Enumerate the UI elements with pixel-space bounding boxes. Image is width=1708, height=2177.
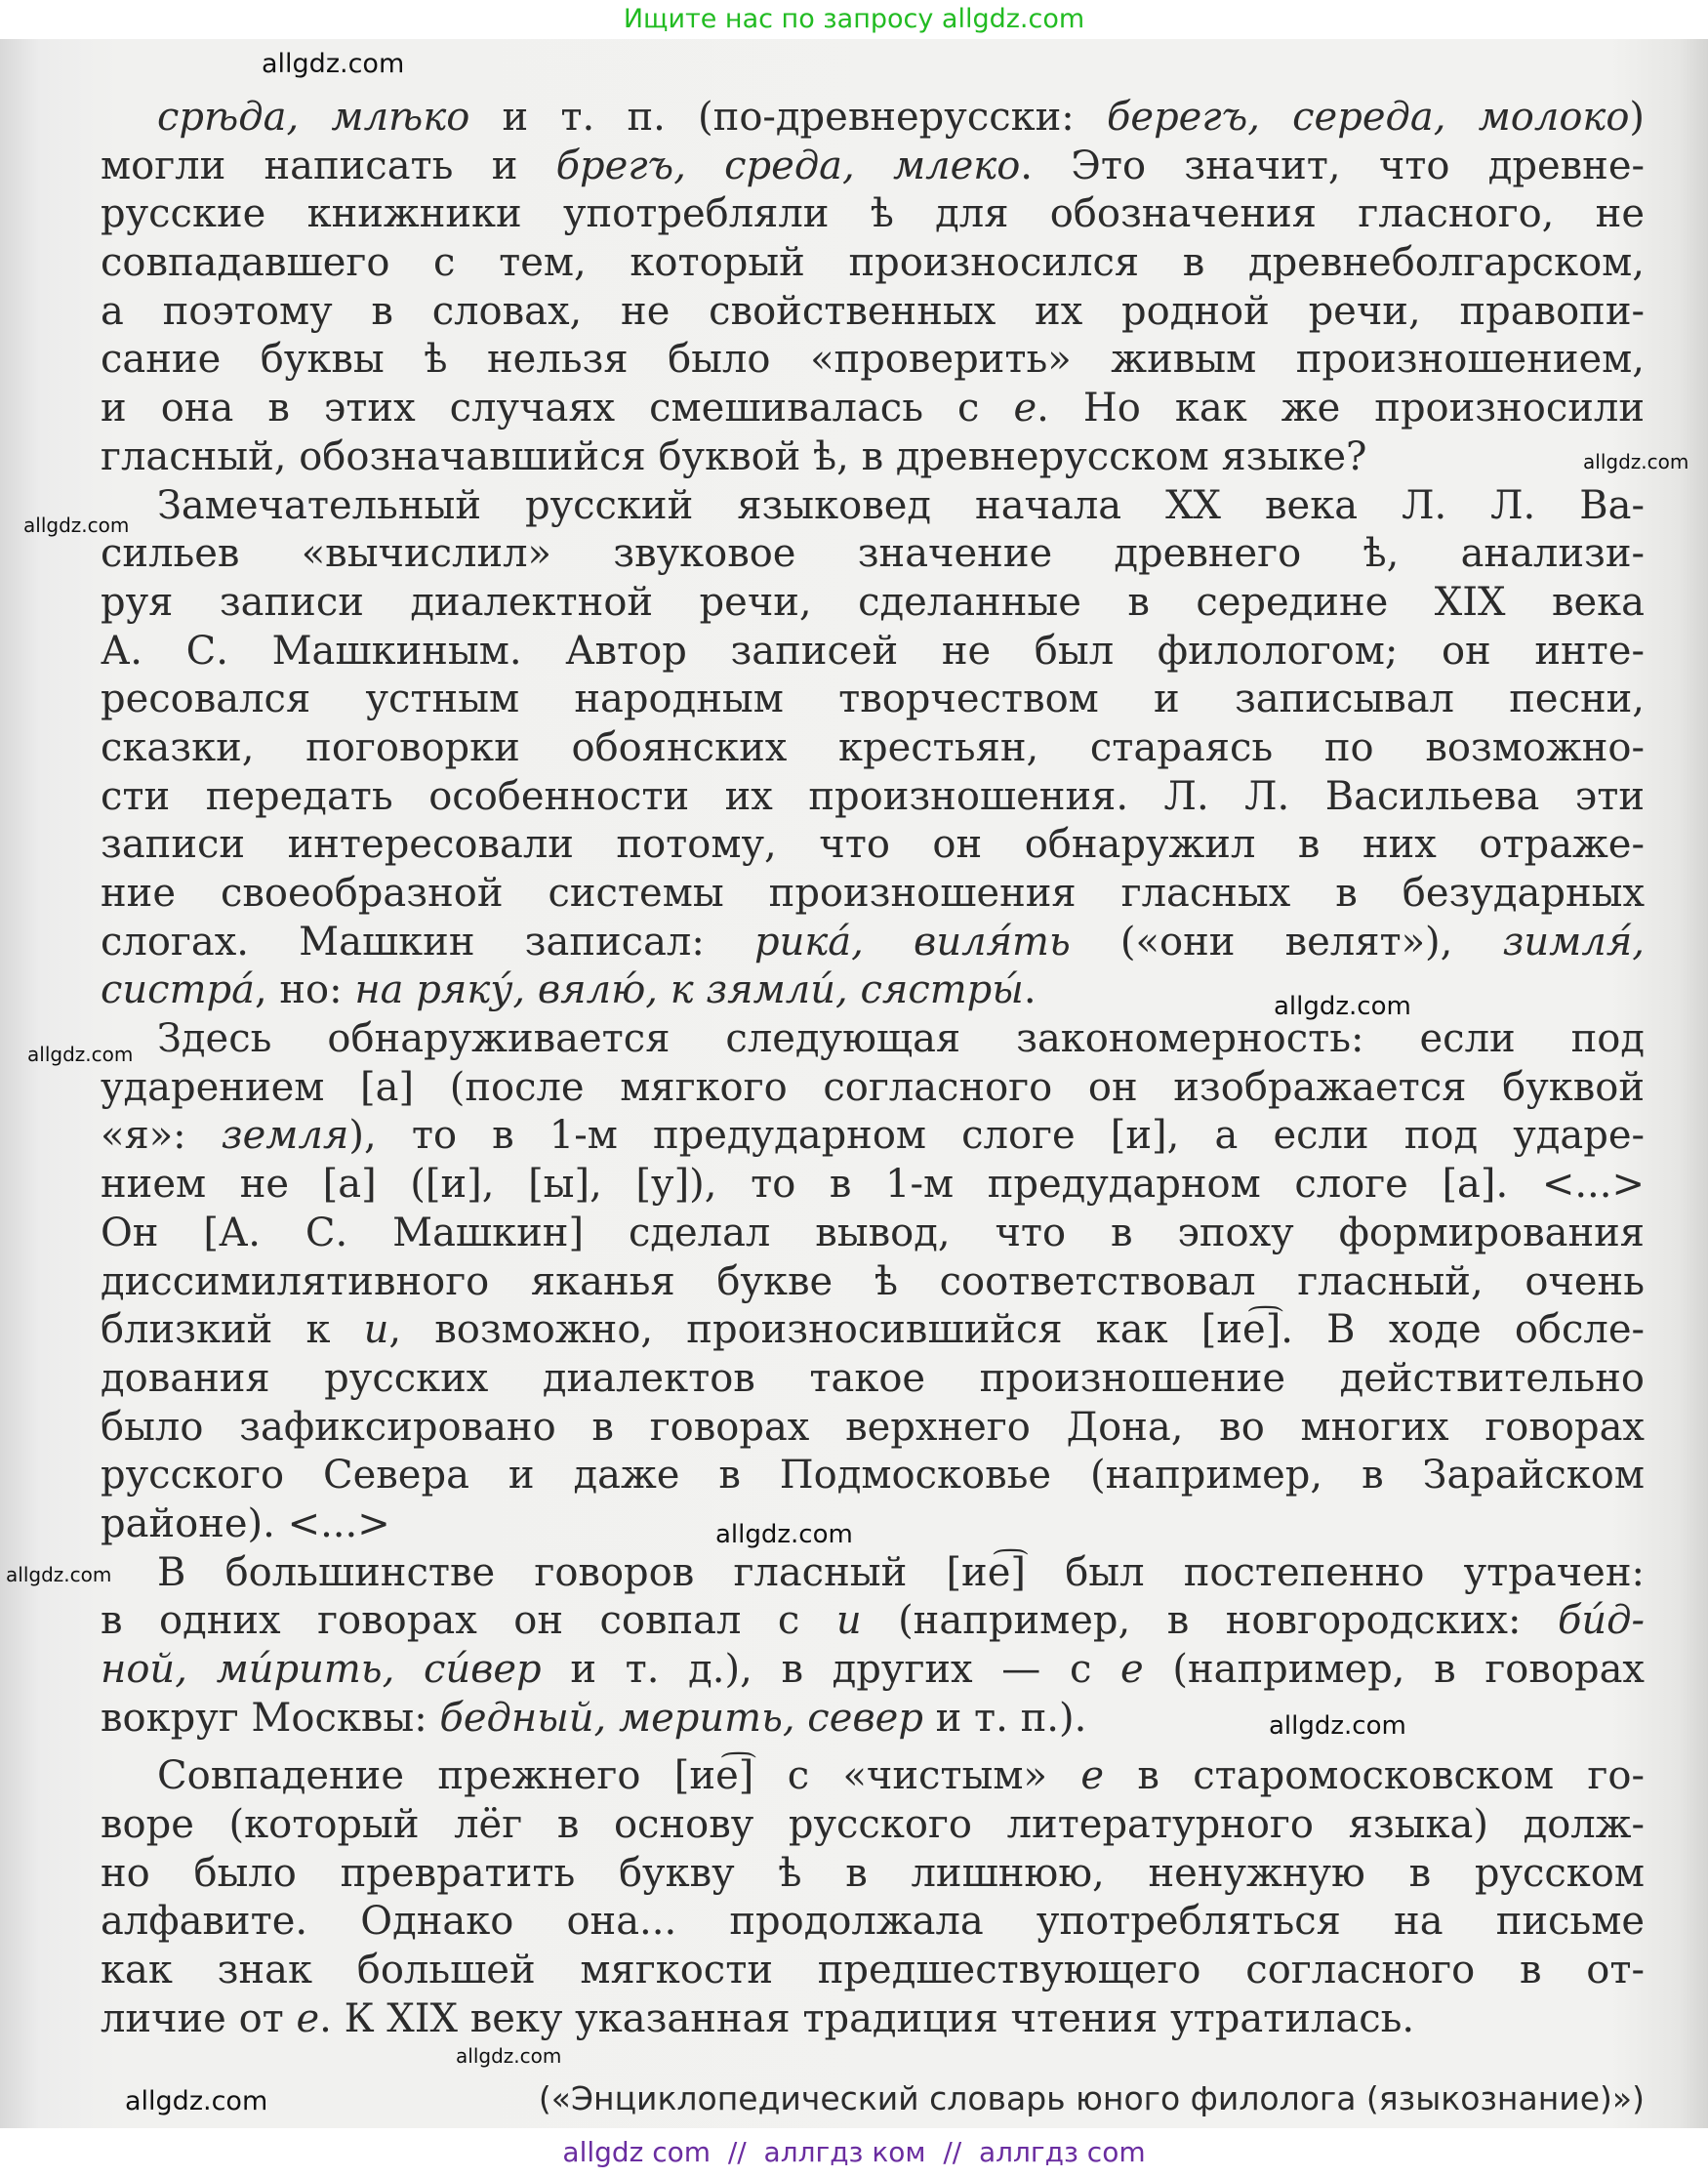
text-fragment: воре (который лёг в основу русского литературного языка) долж- — [101, 1802, 1645, 1848]
italic-fragment: зимля́, — [1502, 919, 1645, 965]
text-fragment: и т. д.), в других — с — [541, 1647, 1121, 1692]
watermark: allgdz.com — [1269, 1711, 1406, 1741]
text-fragment: как знак большей мягкости предшествующего согласного в от- — [101, 1948, 1645, 1993]
text-line — [101, 1355, 1645, 1404]
text-line — [101, 1995, 1645, 2044]
watermark: allgdz.com — [1583, 450, 1689, 473]
text-line — [101, 1210, 1645, 1258]
text-fragment: ударением [а] (после мягкого согласного он изображается буквой — [101, 1064, 1645, 1110]
text-fragment: но было превратить букву ѣ в лишнюю, ненужную в русском — [101, 1850, 1645, 1896]
italic-fragment: е — [1013, 386, 1037, 431]
text-fragment: сильев «вычислил» звуковое значение древнего ѣ, анализи- — [101, 531, 1645, 577]
italic-fragment: е — [296, 1995, 320, 2041]
watermark: allgdz.com — [23, 513, 130, 537]
italic-fragment: брегъ, среда, млеко — [555, 143, 1021, 188]
text-fragment: В большинстве говоров гласный [ие͡] был постепенно утрачен: — [157, 1549, 1645, 1595]
text-fragment: «я»: — [101, 1113, 222, 1159]
text-fragment: могли написать и — [101, 143, 556, 188]
text-fragment: сание буквы ѣ нельзя было «проверить» живым произношением, — [101, 337, 1645, 383]
text-fragment: («они велят»), — [1070, 919, 1503, 965]
watermark: allgdz.com — [125, 2086, 268, 2116]
text-fragment: (например, в новгородских: — [861, 1598, 1558, 1644]
text-line — [101, 1015, 1645, 1064]
text-line — [101, 870, 1645, 919]
italic-fragment: земля — [221, 1113, 349, 1159]
text-fragment: было зафиксировано в говорах верхнего Дона, во многих говорах — [101, 1404, 1645, 1450]
text-line — [101, 239, 1645, 288]
text-fragment: А. С. Машкиным. Автор записей не был филологом; он инте- — [101, 628, 1645, 674]
text-fragment: вокруг Москвы: — [101, 1695, 440, 1741]
text-line — [101, 385, 1645, 433]
text-fragment: а поэтому в словах, не свойственных их родной речи, правопи- — [101, 288, 1645, 334]
watermark: allgdz.com — [715, 1520, 853, 1549]
text-line — [101, 1752, 1645, 1801]
italic-fragment: бедный, мерить, север — [439, 1695, 923, 1741]
text-line — [101, 1549, 1645, 1598]
text-line — [101, 966, 1645, 1015]
text-line — [101, 94, 1645, 143]
text-fragment: . — [1023, 967, 1037, 1013]
italic-fragment: на ряку́, вялю́, к зямли́, сястры́ — [354, 967, 1024, 1013]
text-fragment: близкий к — [101, 1307, 364, 1353]
text-fragment: ) — [1629, 95, 1646, 140]
text-fragment: Замечательный русский языковед начала XX века Л. Л. Ва- — [157, 482, 1645, 528]
text-fragment: сти передать особенности их произношения. Л. Л. Васильева эти — [101, 773, 1645, 819]
italic-fragment: е — [1080, 1753, 1104, 1799]
text-fragment: и т. п. (по-древнерусски: — [469, 95, 1107, 140]
text-fragment: алфавите. Однако она... продолжала употребляться на письме — [101, 1899, 1645, 1945]
italic-fragment: срѣда, млѣко — [157, 95, 470, 140]
text-fragment: дования русских диалектов такое произношение действительно — [101, 1355, 1645, 1401]
watermark: allgdz.com — [27, 1043, 134, 1066]
text-line — [101, 336, 1645, 385]
text-fragment: Он [А. С. Машкин] сделал вывод, что в эпоху формирования — [101, 1210, 1645, 1255]
italic-fragment: е — [1120, 1647, 1144, 1692]
text-line — [101, 1500, 1645, 1549]
text-fragment: Совпадение прежнего [ие͡] с «чистым» — [157, 1753, 1081, 1799]
text-fragment: в одних говорах он совпал с — [101, 1598, 836, 1644]
text-line — [101, 579, 1645, 628]
text-line — [101, 773, 1645, 822]
text-fragment: ние своеобразной системы произношения гласных в безударных — [101, 871, 1645, 916]
text-line — [101, 1597, 1645, 1646]
italic-fragment: рика́, виля́ть — [754, 919, 1071, 965]
text-line — [101, 1452, 1645, 1500]
text-line — [101, 1850, 1645, 1899]
text-line — [101, 433, 1645, 482]
text-line — [101, 1801, 1645, 1850]
text-line — [101, 1898, 1645, 1947]
text-line — [101, 288, 1645, 337]
text-line — [101, 530, 1645, 579]
text-fragment: сказки, поговорки обоянских крестьян, стараясь по возможно- — [101, 724, 1645, 770]
text-line — [101, 724, 1645, 773]
text-fragment: . Но как же произносили — [1037, 386, 1645, 431]
italic-fragment: берегъ, середа, молоко — [1106, 95, 1630, 140]
text-fragment: русские книжники употребляли ѣ для обозначения гласного, не — [101, 191, 1645, 237]
watermark: allgdz.com — [262, 49, 405, 79]
bottom-banner[interactable]: allgdz com // аллгдз ком // аллгдз com — [562, 2136, 1146, 2168]
text-fragment: и она в этих случаях смешивалась с — [101, 386, 1014, 431]
italic-fragment: и — [835, 1598, 862, 1644]
text-line — [101, 1161, 1645, 1210]
italic-fragment: систра́ — [101, 967, 255, 1013]
watermark: allgdz.com — [456, 2044, 562, 2068]
source-citation: («Энциклопедический словарь юного филолога (языкознание)») — [538, 2079, 1645, 2117]
text-fragment: . Это значит, что древне- — [1020, 143, 1646, 188]
article-text — [101, 94, 1645, 2044]
watermark: allgdz.com — [1274, 992, 1411, 1021]
text-fragment: совпадавшего с тем, который произносился в древнеболгарском, — [101, 240, 1645, 286]
text-fragment: ресовался устным народным творчеством и записывал песни, — [101, 677, 1645, 722]
text-line — [101, 1258, 1645, 1307]
text-line — [101, 1695, 1645, 1744]
text-line — [101, 190, 1645, 239]
text-line — [101, 1306, 1645, 1355]
text-line — [101, 628, 1645, 677]
text-fragment: личие от — [101, 1995, 297, 2041]
text-line — [101, 1947, 1645, 1995]
text-line — [101, 676, 1645, 724]
text-fragment: ), то в 1-м предударном слоге [и], а если под ударе- — [348, 1113, 1646, 1159]
text-fragment: и т. п.). — [922, 1695, 1087, 1741]
italic-fragment: ной, ми́рить, си́вер — [101, 1647, 542, 1692]
text-line — [101, 1404, 1645, 1453]
text-fragment: (например, в говорах — [1143, 1647, 1645, 1692]
text-line — [101, 821, 1645, 870]
text-fragment: русского Севера и даже в Подмосковье (например, в Зарайском — [101, 1453, 1645, 1499]
text-fragment: нием не [а] ([и], [ы], [у]), то в 1-м предударном слоге [а]. <...> — [101, 1162, 1645, 1208]
text-fragment: Здесь обнаруживается следующая закономерность: если под — [157, 1016, 1645, 1062]
text-fragment: . К XIX веку указанная традиция чтения утратилась. — [319, 1995, 1415, 2041]
text-line — [101, 1112, 1645, 1161]
text-line — [101, 1064, 1645, 1113]
text-fragment: записи интересовали потому, что он обнаружил в них отраже- — [101, 822, 1645, 868]
text-line — [101, 919, 1645, 967]
text-line — [101, 143, 1645, 191]
text-line — [101, 1646, 1645, 1695]
text-fragment: районе). <...> — [101, 1500, 390, 1546]
text-fragment: диссимилятивного яканья букве ѣ соответствовал гласный, очень — [101, 1258, 1645, 1304]
text-line — [101, 482, 1645, 531]
text-fragment: руя записи диалектной речи, сделанные в середине XIX века — [101, 579, 1645, 625]
text-fragment: гласный, обозначавшийся буквой ѣ, в древнерусском языке? — [101, 433, 1367, 479]
text-fragment: в старомосковском го- — [1104, 1753, 1645, 1799]
watermark: allgdz.com — [6, 1563, 112, 1586]
text-fragment: слогах. Машкин записал: — [101, 919, 755, 965]
top-banner[interactable]: Ищите нас по запросу allgdz.com — [623, 4, 1085, 34]
text-fragment: , возможно, произносившийся как [ие͡]. В ходе обсле- — [388, 1307, 1646, 1353]
text-fragment: , но: — [254, 967, 355, 1013]
italic-fragment: и — [363, 1307, 389, 1353]
italic-fragment: би́д- — [1557, 1598, 1645, 1644]
